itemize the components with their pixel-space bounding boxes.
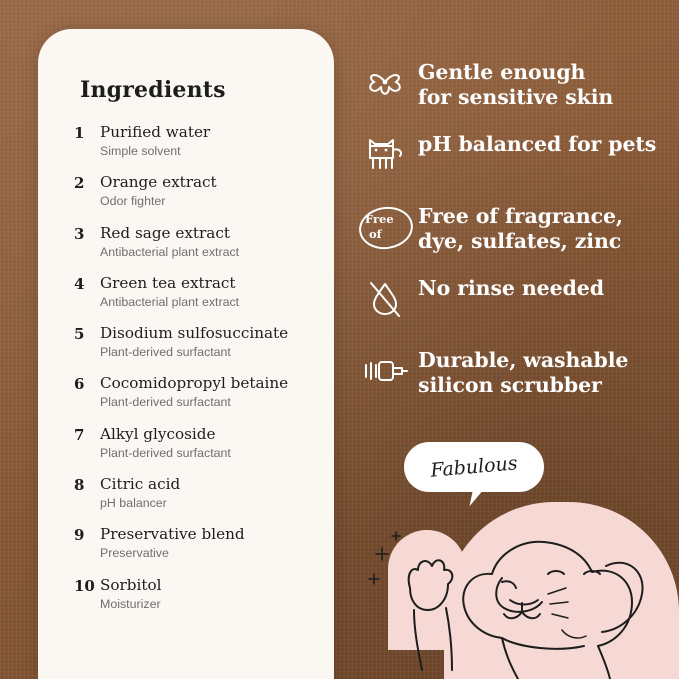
ingredient-description: Moisturizer — [100, 596, 161, 611]
ingredient-description: Plant-derived surfactant — [100, 345, 231, 360]
ingredient-description: Simple solvent — [100, 144, 181, 158]
dog-illustration — [352, 430, 679, 679]
ingredients-card — [38, 29, 334, 679]
ingredient-description: Antibacterial plant extract — [100, 294, 240, 309]
benefit-line-1: Durable, washable — [418, 348, 629, 372]
list-item — [74, 525, 320, 561]
free-of-text-2: of — [369, 227, 382, 241]
list-item — [74, 425, 320, 461]
list-item — [74, 475, 320, 511]
ingredient-name: Red sage extract — [100, 223, 230, 242]
ingredient-number: 10 — [74, 576, 95, 595]
benefit-item-scrubber — [352, 344, 672, 398]
list-item — [74, 224, 320, 260]
free-of-icon — [352, 200, 418, 254]
ingredient-name: Sorbitol — [100, 575, 162, 594]
benefit-item-free-of — [352, 200, 672, 254]
list-item — [74, 576, 320, 612]
ingredient-number: 8 — [74, 476, 85, 495]
ingredient-name: Green tea extract — [100, 273, 236, 292]
ingredient-text — [100, 374, 320, 410]
flower-icon — [352, 56, 418, 110]
benefit-item-gentle — [352, 56, 672, 110]
ingredient-text — [100, 123, 320, 159]
ingredients-list — [74, 123, 320, 626]
benefit-line-1: Gentle enough — [418, 60, 586, 84]
ingredient-name: Disodium sulfosuccinate — [100, 324, 289, 343]
dog-line-art — [352, 470, 679, 679]
ingredient-number: 2 — [74, 174, 85, 193]
ingredient-name: Citric acid — [100, 475, 181, 494]
benefits-list — [352, 56, 672, 416]
ingredient-name: Alkyl glycoside — [100, 424, 216, 443]
ingredient-description: Plant-derived surfactant — [100, 445, 231, 460]
ingredient-text — [100, 475, 320, 511]
list-item — [74, 173, 320, 209]
ingredient-text — [100, 224, 320, 260]
speech-bubble-text: Fabulous — [429, 452, 519, 482]
ingredient-text — [100, 425, 320, 461]
benefit-label — [418, 56, 672, 110]
dog-ph-icon — [352, 128, 418, 182]
ingredient-description: Preservative — [100, 546, 169, 561]
ingredient-name: Cocomidopropyl betaine — [100, 374, 289, 393]
scrubber-icon — [352, 344, 418, 398]
ingredient-description: Plant-derived surfactant — [100, 395, 231, 410]
ingredient-text — [100, 173, 320, 209]
no-rinse-icon — [352, 272, 418, 326]
free-of-text-1: Free — [365, 212, 394, 226]
benefit-label — [418, 200, 672, 254]
benefit-label — [418, 272, 672, 301]
ingredient-description: Antibacterial plant extract — [100, 244, 240, 259]
benefit-line-1: No rinse needed — [418, 276, 604, 300]
ingredient-number: 7 — [74, 425, 85, 444]
benefit-label — [418, 344, 672, 398]
free-of-ring — [356, 203, 415, 252]
ingredient-text — [100, 274, 320, 310]
benefit-label — [418, 128, 672, 157]
ingredient-number: 5 — [74, 325, 85, 344]
ingredient-description: pH balancer — [100, 496, 167, 511]
ingredient-name: Preservative blend — [100, 525, 245, 544]
benefit-item-no-rinse — [352, 272, 672, 326]
ingredient-text — [100, 576, 320, 612]
list-item — [74, 123, 320, 159]
ingredient-number: 9 — [74, 526, 85, 545]
benefit-item-ph-balanced — [352, 128, 672, 182]
benefit-line-1: pH balanced for pets — [418, 132, 657, 156]
ingredient-text — [100, 324, 320, 360]
ingredient-name: Purified water — [100, 123, 211, 141]
benefit-line-2: for sensitive skin — [418, 85, 614, 109]
ingredient-description: Odor fighter — [100, 194, 166, 209]
ingredient-text — [100, 525, 320, 561]
ingredient-number: 6 — [74, 375, 85, 394]
list-item — [74, 274, 320, 310]
benefit-line-2: dye, sulfates, zinc — [418, 229, 622, 253]
benefit-line-2: silicon scrubber — [418, 373, 602, 397]
benefit-line-1: Free of fragrance, — [418, 204, 623, 228]
list-item — [74, 374, 320, 410]
ingredient-number: 1 — [74, 124, 85, 142]
ingredient-name: Orange extract — [100, 173, 217, 192]
page-title: Ingredients — [80, 77, 226, 103]
ingredient-number: 4 — [74, 274, 85, 293]
list-item — [74, 324, 320, 360]
ingredient-number: 3 — [74, 224, 85, 243]
